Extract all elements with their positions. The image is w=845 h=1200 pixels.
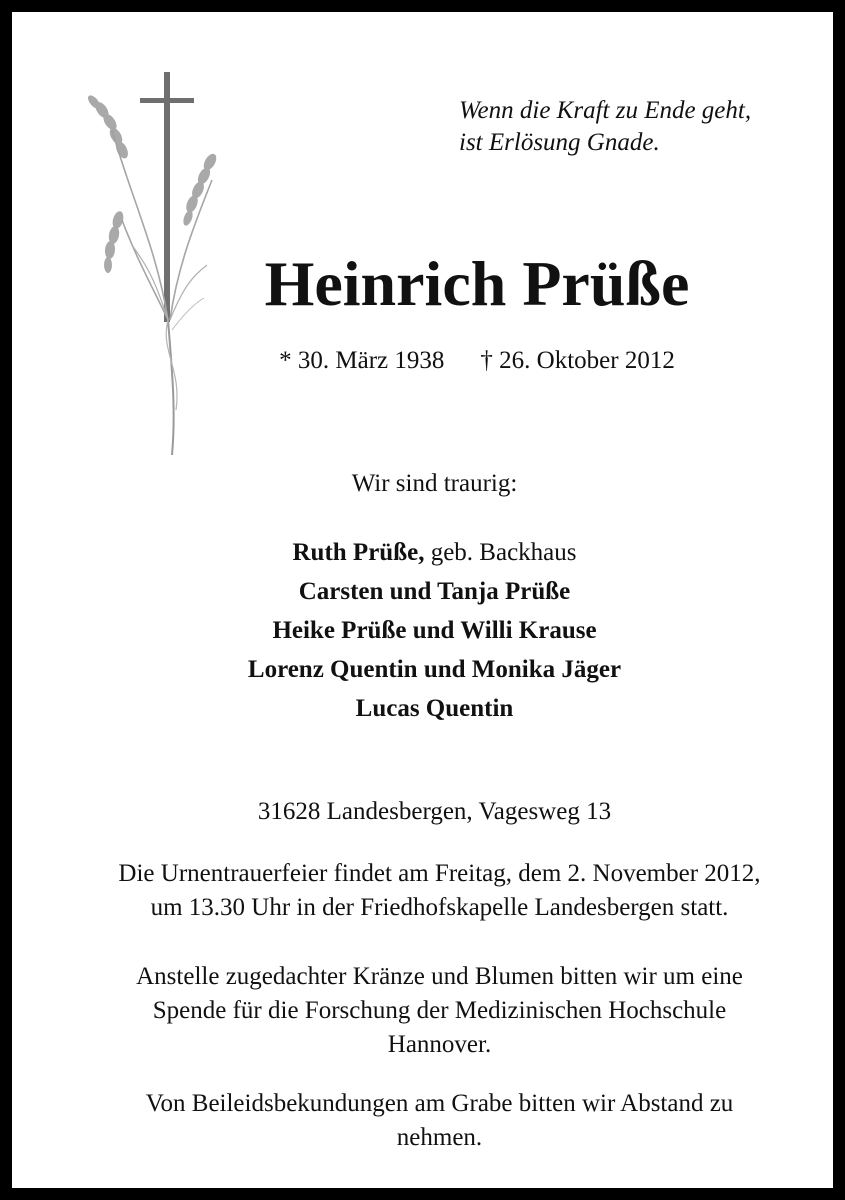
donation-line-2: Spende für die Forschung der Medizinischen Hochschule [152, 997, 727, 1024]
motto-line-1: Wenn die Kraft zu Ende geht, [459, 97, 752, 124]
donation-line-1: Anstelle zugedachter Kränze und Blumen bitten wir um eine [136, 963, 743, 990]
deceased-name: Heinrich Prüße [264, 248, 690, 319]
donation-line-3: Hannover. [387, 1031, 492, 1058]
mourner-line: Heike Prüße und Willi Krause [272, 617, 597, 644]
ceremony-line-1: Die Urnentrauerfeier findet am Freitag, dem 2. November 2012, [118, 860, 761, 887]
mourner-line: Lucas Quentin [355, 695, 514, 722]
mourner-note: geb. Backhaus [424, 539, 577, 566]
mourners-intro: Wir sind traurig: [351, 470, 518, 497]
mourner-line [12, 533, 845, 572]
life-dates [212, 344, 742, 378]
mourner-line: Lorenz Quentin und Monika Jäger [247, 656, 622, 683]
ceremony-notice [67, 857, 812, 925]
birth-date: * 30. März 1938 [279, 347, 445, 374]
ceremony-line-2: um 13.30 Uhr in der Friedhofskapelle Landesbergen statt. [150, 894, 729, 921]
death-date: † 26. Oktober 2012 [480, 347, 675, 374]
motto [459, 95, 829, 159]
donation-notice [67, 960, 812, 1062]
condolence-notice [67, 1087, 812, 1155]
cross-with-wheat-icon [72, 70, 222, 460]
mourner-line: Carsten und Tanja Prüße [298, 578, 571, 605]
mourner-name: Ruth Prüße, [292, 539, 425, 566]
mourners-list [12, 533, 845, 728]
condolence-line-2: nehmen. [396, 1124, 483, 1151]
condolence-line-1: Von Beileidsbekundungen am Grabe bitten wir Abstand zu [145, 1090, 734, 1117]
motto-line-2: ist Erlösung Gnade. [459, 129, 660, 156]
family-address: 31628 Landesbergen, Vagesweg 13 [257, 798, 612, 825]
